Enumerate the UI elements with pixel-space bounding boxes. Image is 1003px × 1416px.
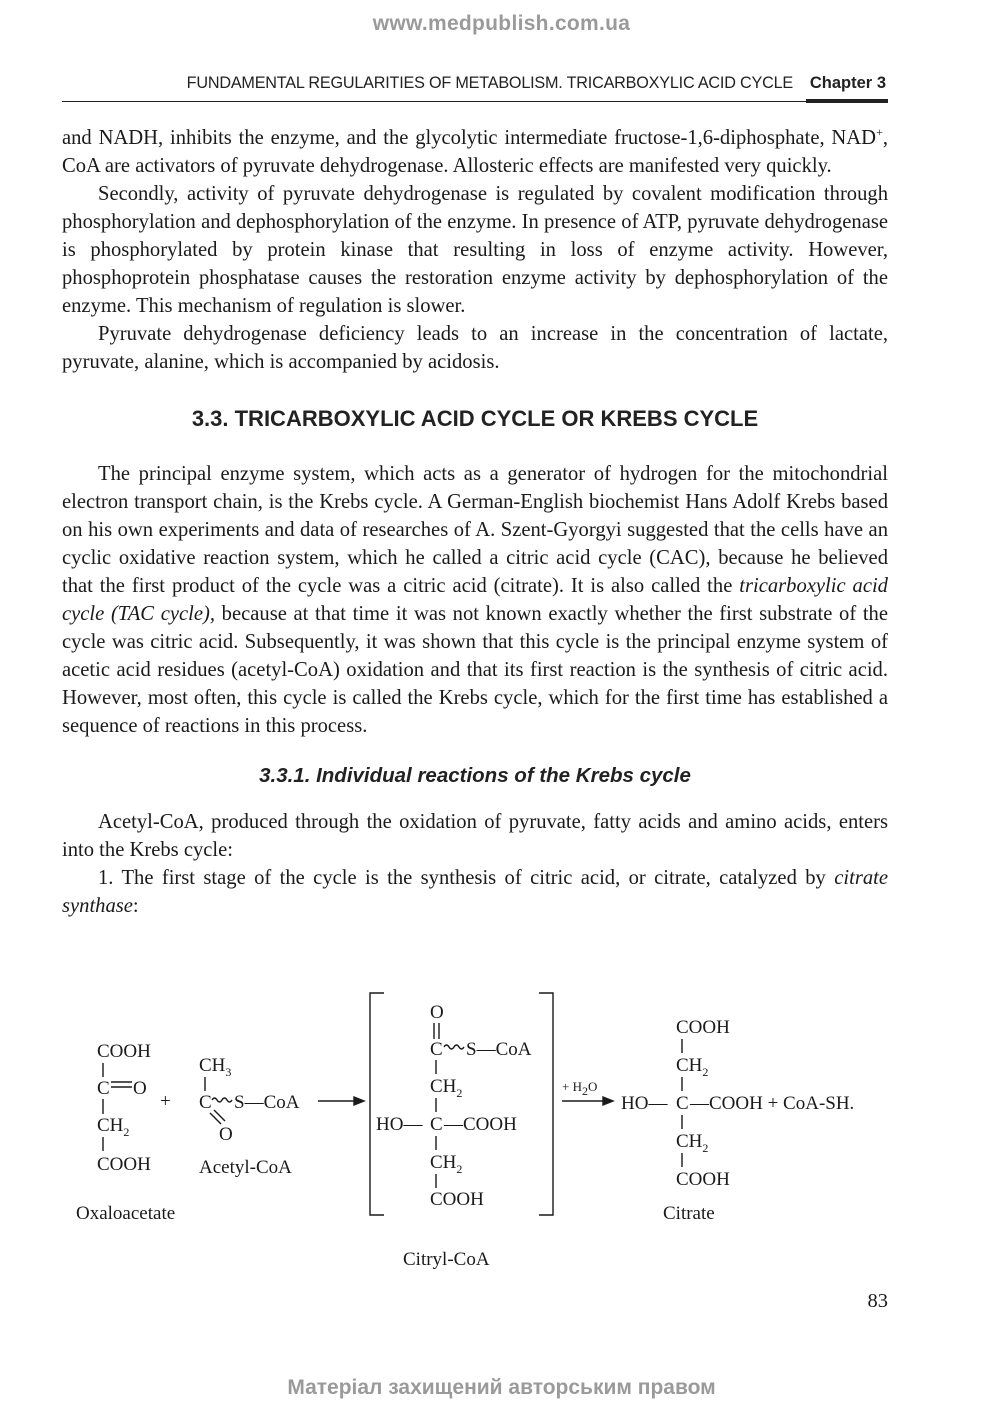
svg-text:C: C <box>97 1078 110 1099</box>
svg-text:C: C <box>430 1039 443 1060</box>
svg-text:COOH: COOH <box>97 1154 151 1175</box>
right-bracket <box>539 993 553 1215</box>
svg-text:O: O <box>133 1078 147 1099</box>
svg-text:COOH: COOH <box>97 1041 151 1062</box>
svg-text:HO—: HO— <box>376 1114 423 1135</box>
acetyl-coa-label: Acetyl-CoA <box>199 1157 292 1178</box>
svg-text:COOH: COOH <box>676 1017 730 1038</box>
svg-text:—COOH + CoA-SH.: —COOH + CoA-SH. <box>690 1093 855 1114</box>
svg-text:CH2: $CH_2$ <box>97 1115 130 1139</box>
svg-text:C: C <box>199 1092 212 1113</box>
copyright-note: Матеріал захищений авторським правом <box>287 1376 716 1399</box>
svg-text:COOH: COOH <box>430 1189 484 1210</box>
paragraph-deficiency: Pyruvate dehydrogenase deficiency leads to an increase in the concentration of lactate, pyruvate, alanine, which is accompanied by acidosis. <box>62 323 888 373</box>
site-url: www.medpublish.com.ua <box>372 12 631 35</box>
svg-text:O: O <box>430 1002 444 1023</box>
chapter-rule <box>806 99 888 103</box>
oxaloacetate-label: Oxaloacetate <box>76 1203 176 1224</box>
plus-sign: + <box>160 1091 171 1112</box>
oxaloacetate-structure <box>76 1041 175 1224</box>
header-rule <box>62 101 888 102</box>
acetyl-coa-structure <box>199 1055 300 1178</box>
paragraph-first-stage: 1. The first stage of the cycle is the synthesis of citric acid, or citrate, catalyzed by citrate synthase: <box>62 867 888 917</box>
page-number: 83 <box>867 1290 888 1312</box>
svg-text:CH2: $CH_2$ <box>676 1055 709 1079</box>
paragraph-krebs-intro: The principal enzyme system, which acts as a generator of hydrogen for the mitochondrial electron transport chain, is the Krebs cycle. A German-English biochemist Hans Adolf Krebs based on his own experiments and data of researches of A. Szent-Gyorgyi suggested that the cells have an cyclic oxidative reaction system, which he called a citric acid cycle (CAC), because he believed that the first product of the cycle was a citric acid (citrate). It is also called the tricarboxylic acid cycle (TAC cycle), because at that time it was not known exactly whether the first substrate of the cycle was citric acid. Subsequently, it was shown that this cycle is the principal enzyme system of acetic acid residues (acetyl-CoA) oxidation and that its first reaction is the synthesis of citric acid. However, most often, this cycle is called the Krebs cycle, which for the first time has established a sequence of reactions in this process. <box>62 463 888 737</box>
svg-text:S—CoA: S—CoA <box>234 1092 300 1113</box>
svg-text:S—CoA: S—CoA <box>466 1039 532 1060</box>
running-head-title: FUNDAMENTAL REGULARITIES OF METABOLISM. TRICARBOXYLIC ACID CYCLE <box>186 74 793 92</box>
citryl-coa-structure <box>376 1002 532 1270</box>
left-bracket <box>370 993 384 1215</box>
section-heading: 3.3. TRICARBOXYLIC ACID CYCLE OR KREBS CYCLE <box>191 406 759 431</box>
svg-text:CH2: $CH_2$ <box>430 1152 463 1176</box>
paragraph-allosteric: and NADH, inhibits the enzyme, and the glycolytic intermediate fructose-1,6-diphosphate, NAD+, CoA are activators of pyruvate dehydrogenase. Allosteric effects are manifested very quickly. <box>62 125 888 177</box>
citrate-structure <box>621 1017 854 1224</box>
svg-text:CH2: $CH_2$ <box>676 1131 709 1155</box>
svg-text:HO—: HO— <box>621 1093 668 1114</box>
svg-text:CH2: $CH_2$ <box>430 1076 463 1100</box>
citrate-label: Citrate <box>663 1203 715 1224</box>
page-body <box>62 124 888 920</box>
citryl-coa-label: Citryl-CoA <box>403 1249 490 1270</box>
chapter-label: Chapter 3 <box>809 74 886 92</box>
svg-text:—COOH: —COOH <box>444 1114 517 1135</box>
paragraph-acetyl-coa: Acetyl-CoA, produced through the oxidation of pyruvate, fatty acids and amino acids, enters into the Krebs cycle: <box>62 811 888 861</box>
svg-text:O: O <box>219 1124 233 1145</box>
paragraph-covalent-modification: Secondly, activity of pyruvate dehydrogenase is regulated by covalent modification through phosphorylation and dephosphorylation of the enzyme. In presence of ATP, pyruvate dehydrogenase is phosphorylated by protein kinase that resulting in loss of enzyme activity. However, phosphoprotein phosphatase causes the restoration enzyme activity by dephosphorylation of the enzyme. This mechanism of regulation is slower. <box>62 183 888 317</box>
running-head <box>62 74 888 104</box>
svg-text:C: C <box>430 1114 443 1135</box>
water-label: + H2O <box>562 1079 598 1098</box>
subsection-heading: 3.3.1. Individual reactions of the Krebs cycle <box>259 764 691 787</box>
svg-text:COOH: COOH <box>676 1169 730 1190</box>
svg-text:C: C <box>676 1093 689 1114</box>
svg-text:CH3: $CH_3$ <box>199 1055 232 1079</box>
